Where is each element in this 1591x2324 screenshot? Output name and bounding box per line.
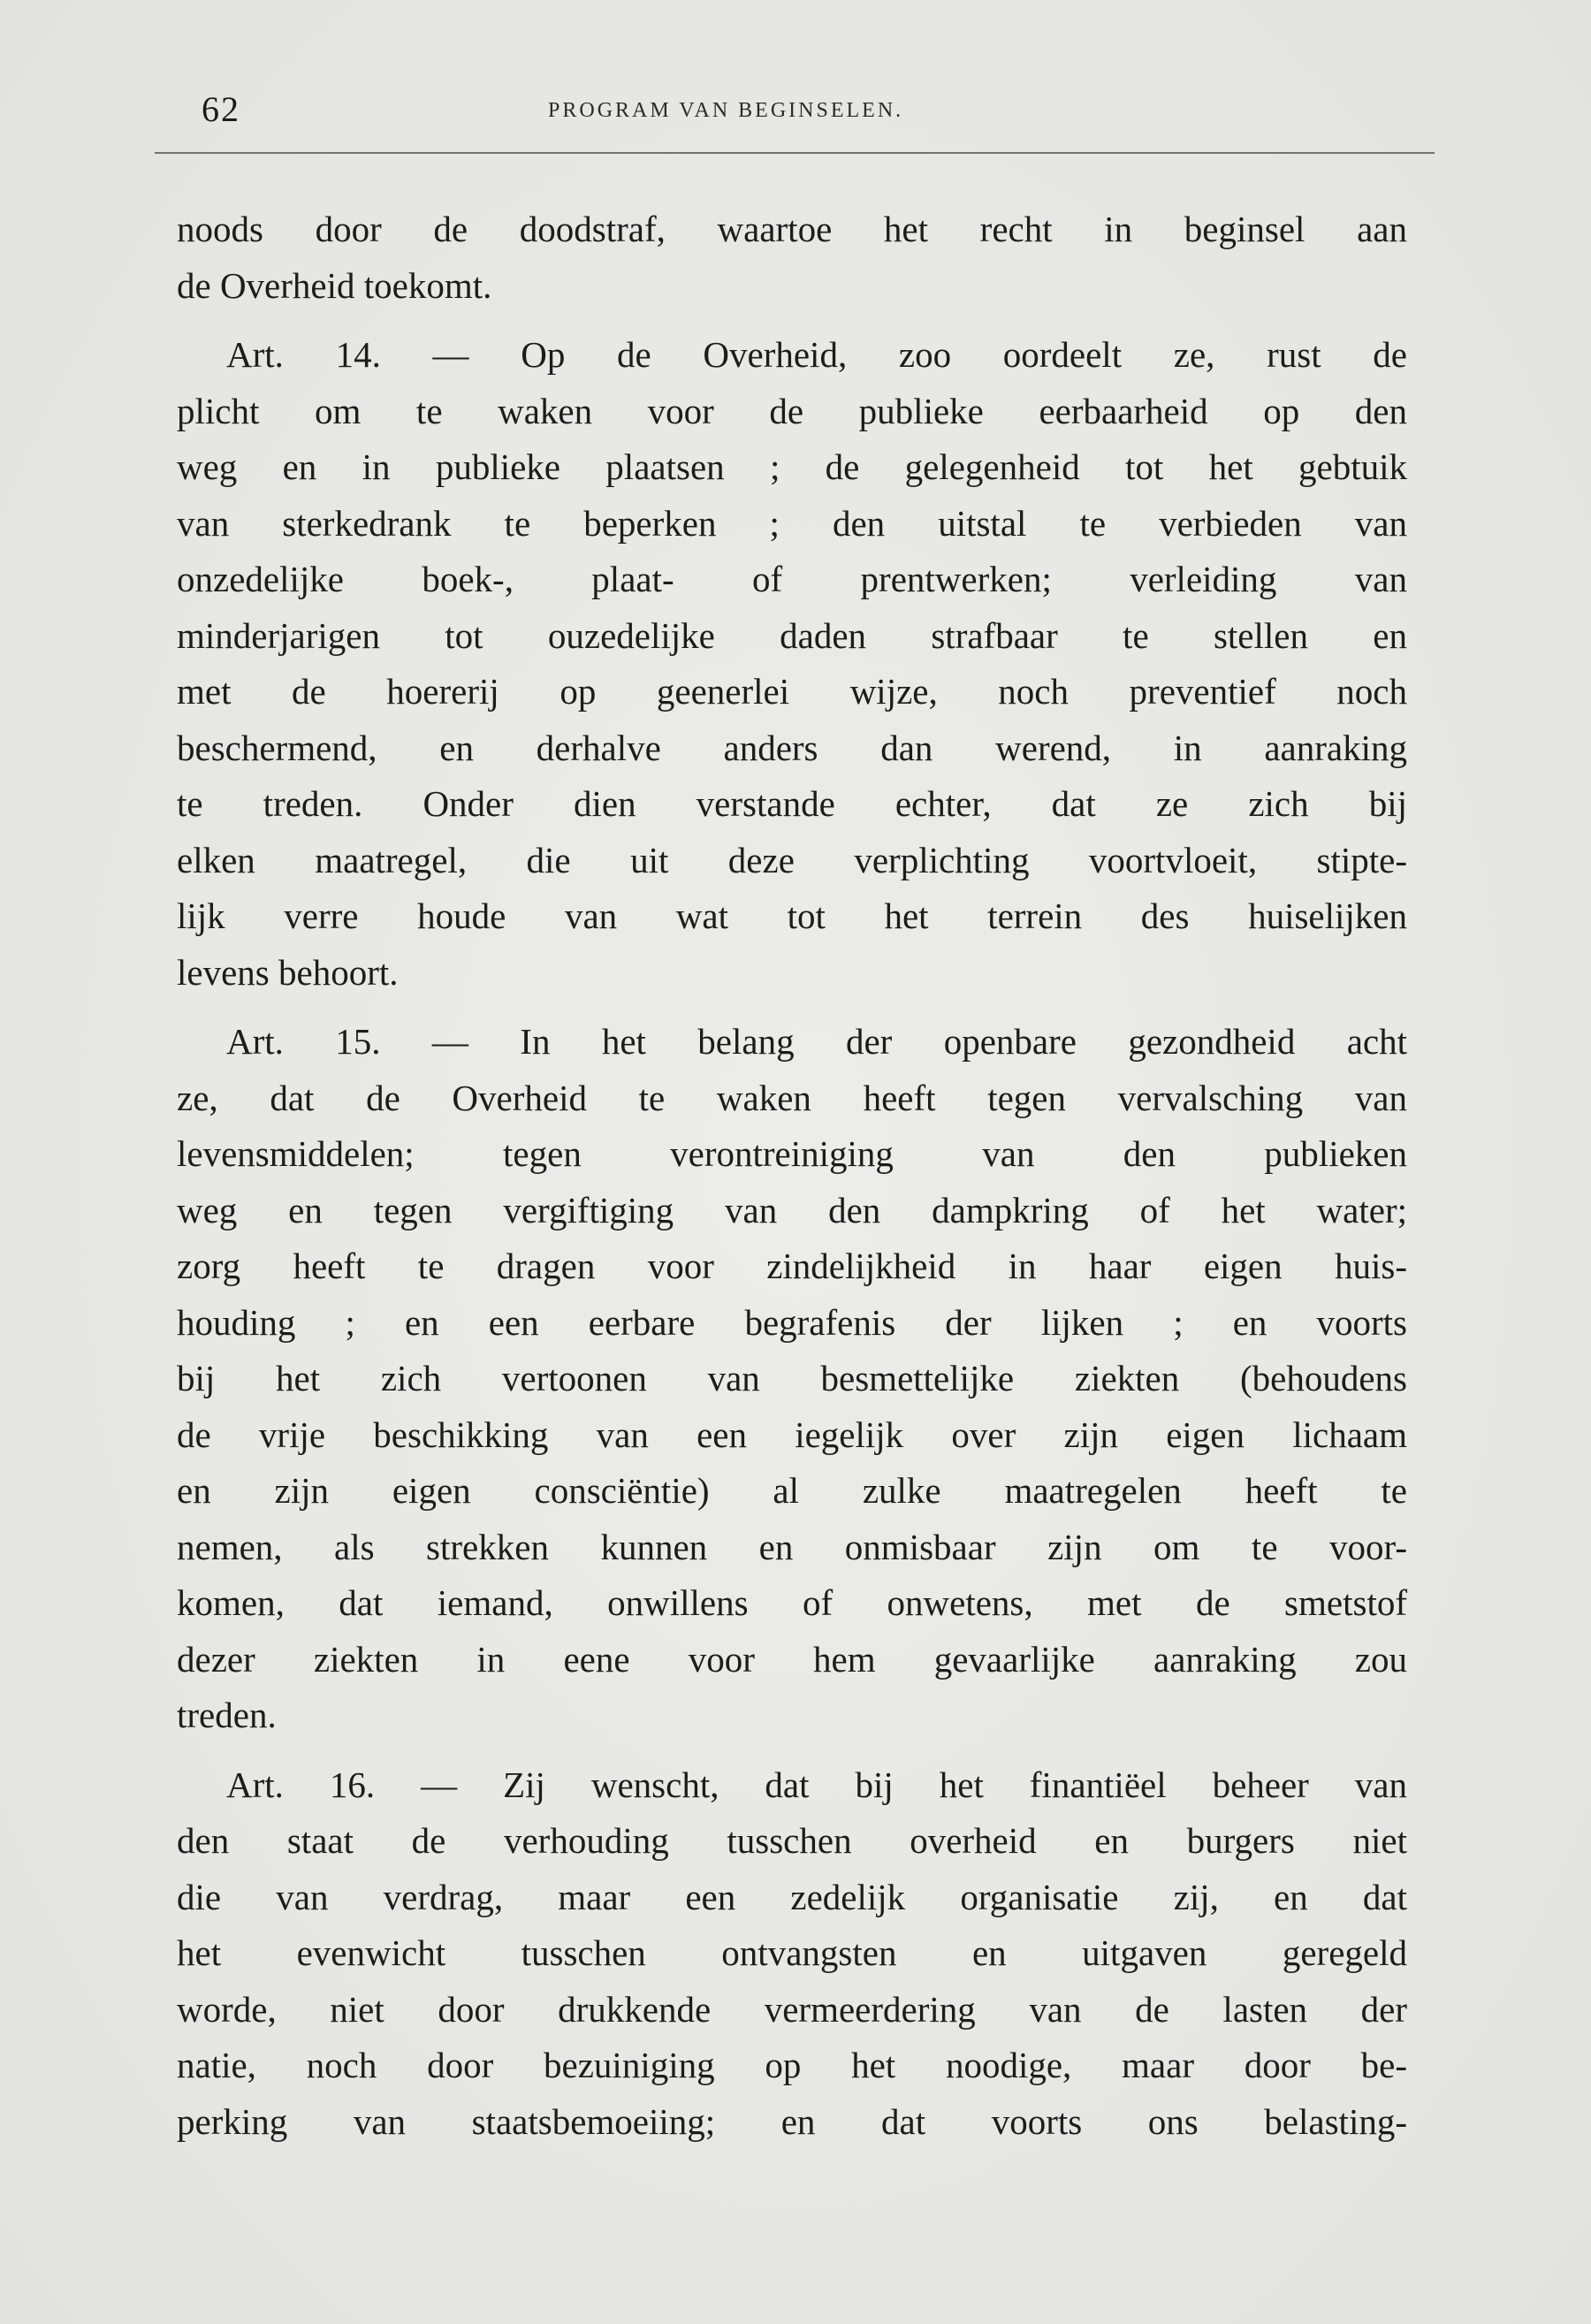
- text-line: en zijn eigen consciëntie) al zulke maatregelen heeft te: [177, 1470, 1407, 1511]
- text-line: Art. 14. — Op de Overheid, zoo oordeelt ze, rust de: [226, 334, 1407, 375]
- text-line: Art. 16. — Zij wenscht, dat bij het finantiëel beheer van: [226, 1764, 1407, 1805]
- text-line: levensmiddelen; tegen verontreiniging van den publieken: [177, 1133, 1407, 1174]
- text-line: zorg heeft te dragen voor zindelijkheid in haar eigen huis-: [177, 1246, 1407, 1286]
- text-line: lijk verre houde van wat tot het terrein des huiselijken: [177, 895, 1407, 936]
- paragraph-art-14: [177, 327, 1407, 1001]
- text-line: de vrije beschikking van een iegelijk over zijn eigen lichaam: [177, 1413, 1407, 1455]
- paragraph-art-15: [177, 1014, 1407, 1744]
- text-line: noods door de doodstraf, waartoe het recht in beginsel aan: [177, 209, 1407, 249]
- text-line: met de hoererij op geenerlei wijze, noch preventief noch: [177, 671, 1407, 712]
- text-line: de Overheid toekomt.: [177, 264, 492, 306]
- text-line: van sterkedrank te beperken ; den uitstal te verbieden van: [177, 502, 1407, 544]
- text-line: houding ; en een eerbare begrafenis der lijken ; en voorts: [177, 1301, 1407, 1343]
- text-line: onzedelijke boek-, plaat- of prentwerken; verleiding van: [177, 559, 1407, 599]
- text-line: dezer ziekten in eene voor hem gevaarlijke aanraking zou: [177, 1638, 1407, 1680]
- text-line: beschermend, en derhalve anders dan werend, in aanraking: [177, 727, 1407, 768]
- text-line: natie, noch door bezuiniging op het noodige, maar door be-: [177, 2045, 1407, 2085]
- body-text: [177, 202, 1407, 2150]
- paragraph-continuation: [177, 202, 1407, 314]
- text-line: levens behoort.: [177, 951, 399, 993]
- page-header: [177, 81, 1432, 134]
- text-line: worde, niet door drukkende vermeerdering van de lasten der: [177, 1988, 1407, 2030]
- text-line: bij het zich vertoonen van besmettelijke ziekten (behoudens: [177, 1358, 1407, 1398]
- text-line: den staat de verhouding tusschen overheid en burgers niet: [177, 1820, 1407, 1861]
- running-head: PROGRAM VAN BEGINSELEN.: [548, 99, 904, 122]
- text-line: minderjarigen tot ouzedelijke daden strafbaar te stellen en: [177, 614, 1407, 656]
- text-line: treden.: [177, 1695, 277, 1735]
- text-line: weg en tegen vergiftiging van den dampkring of het water;: [177, 1189, 1407, 1231]
- text-line: perking van staatsbemoeiing; en dat voorts ons belasting-: [177, 2100, 1407, 2142]
- header-rule: [155, 152, 1435, 154]
- text-line: plicht om te waken voor de publieke eerbaarheid op den: [177, 390, 1407, 431]
- text-line: weg en in publieke plaatsen ; de gelegenheid tot het gebtuik: [177, 446, 1407, 487]
- text-line: te treden. Onder dien verstande echter, dat ze zich bij: [177, 783, 1407, 824]
- text-line: Art. 15. — In het belang der openbare gezondheid acht: [226, 1021, 1407, 1062]
- page-number: 62: [202, 89, 240, 129]
- text-line: die van verdrag, maar een zedelijk organisatie zij, en dat: [177, 1876, 1407, 1917]
- paragraph-art-16: [177, 1757, 1407, 2151]
- text-line: ze, dat de Overheid te waken heeft tegen vervalsching van: [177, 1077, 1407, 1118]
- text-line: komen, dat iemand, onwillens of onwetens, met de smetstof: [177, 1582, 1407, 1623]
- text-line: nemen, als strekken kunnen en onmisbaar zijn om te voor-: [177, 1526, 1407, 1567]
- text-line: elken maatregel, die uit deze verplichting voortvloeit, stipte-: [177, 839, 1407, 880]
- text-line: het evenwicht tusschen ontvangsten en uitgaven geregeld: [177, 1932, 1407, 1973]
